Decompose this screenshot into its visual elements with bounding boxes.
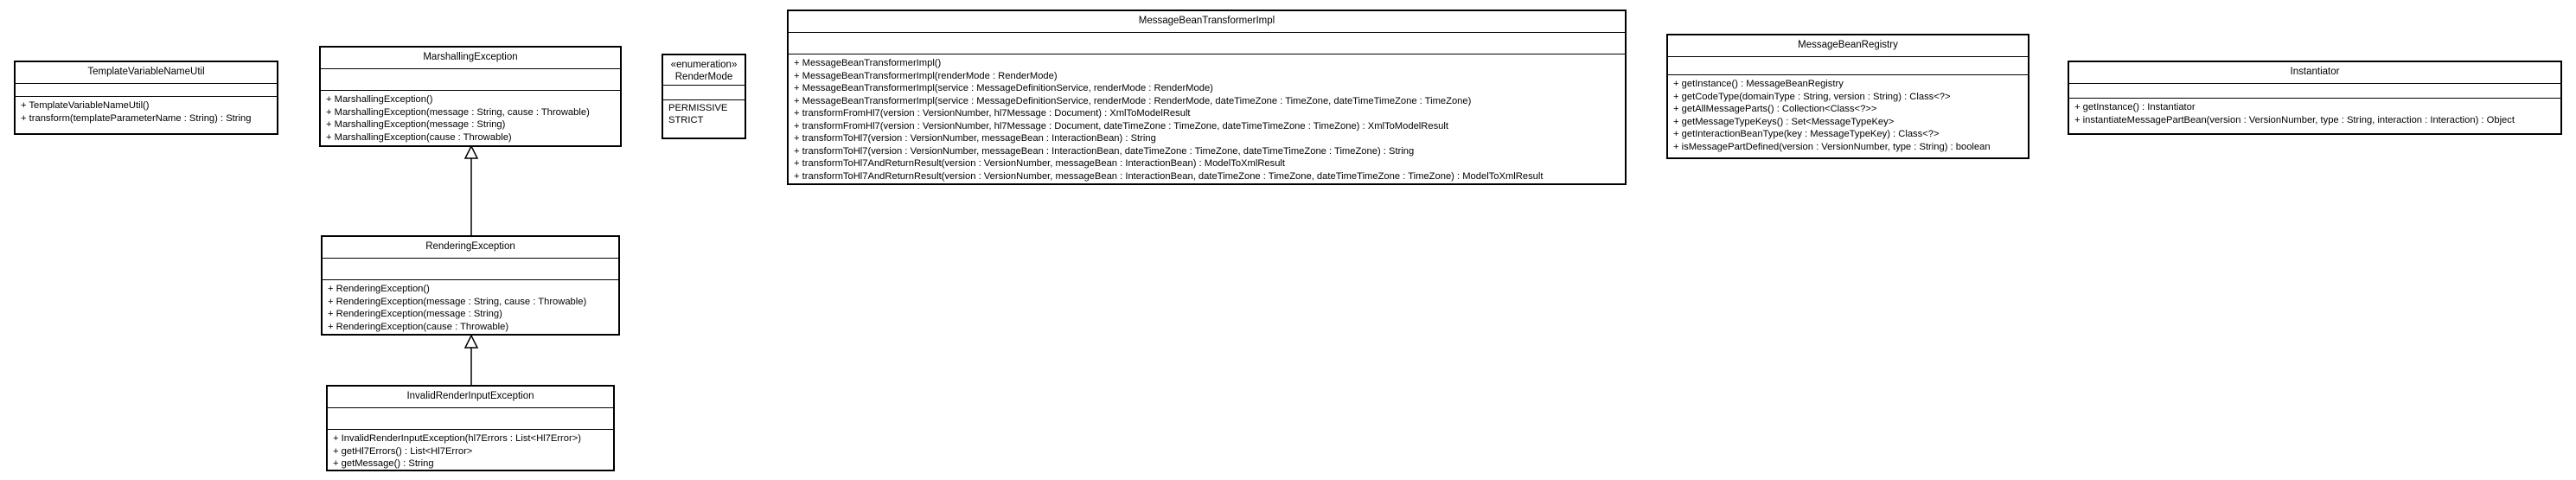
operations-compartment: [1668, 75, 2028, 153]
operation: + getMessage() : String: [333, 458, 434, 469]
class-name: MessageBeanTransformerImpl: [789, 11, 1625, 33]
operation: + transformFromHl7(version : VersionNumber, hl7Message : Document) : XmlToModelResult: [794, 108, 1191, 118]
enum-constant: PERMISSIVE: [668, 103, 728, 113]
operation: + MessageBeanTransformerImpl(service : MessageDefinitionService, renderMode : RenderMode): [794, 83, 1213, 93]
operation: + RenderingException(cause : Throwable): [328, 321, 509, 332]
operation: + instantiateMessagePartBean(version : VersionNumber, type : String, interaction : Interaction) : Object: [2074, 114, 2515, 125]
attributes-compartment: [2069, 84, 2560, 99]
class-marshalling-exception: [319, 46, 622, 147]
operations-compartment: [328, 430, 613, 470]
operation: + RenderingException(message : String, cause : Throwable): [328, 296, 587, 307]
operations-compartment: [16, 97, 277, 125]
operation: + MessageBeanTransformerImpl(service : MessageDefinitionService, renderMode : RenderMode, dateTimeZone : TimeZone, dateTimeTimeZone : TimeZone): [794, 95, 1472, 106]
operation: + MarshallingException(message : String): [326, 119, 506, 130]
attributes-compartment: [663, 86, 745, 100]
attributes-compartment: [321, 69, 620, 91]
class-name: InvalidRenderInputException: [328, 387, 613, 408]
operation: + MessageBeanTransformerImpl(renderMode : RenderMode): [794, 70, 1058, 81]
operation: + transformToHl7AndReturnResult(version : VersionNumber, messageBean : InteractionBean) : ModelToXmlResult: [794, 158, 1286, 169]
operation: + transformFromHl7(version : VersionNumber, hl7Message : Document, dateTimeZone : TimeZone, dateTimeTimeZone : TimeZone) : XmlToModelResult: [794, 120, 1448, 131]
class-instantiator: [2068, 61, 2562, 135]
enum-render-mode: [662, 54, 746, 139]
enum-name: RenderMode: [674, 72, 733, 82]
operations-compartment: [2069, 99, 2560, 126]
attributes-compartment: [328, 408, 613, 430]
class-name: [663, 55, 745, 86]
attributes-compartment: [16, 84, 277, 97]
attributes-compartment: [789, 33, 1625, 54]
operation: + TemplateVariableNameUtil(): [21, 100, 150, 111]
class-name: TemplateVariableNameUtil: [16, 62, 277, 84]
operation: + getMessageTypeKeys() : Set<MessageTypeKey>: [1673, 116, 1895, 127]
operation: + MarshallingException(): [326, 94, 433, 105]
class-rendering-exception: [321, 235, 620, 336]
operation: + transformToHl7AndReturnResult(version : VersionNumber, messageBean : InteractionBean, dateTimeZone : TimeZone, dateTimeTimeZone : TimeZone) : ModelToXmlResult: [794, 170, 1544, 182]
operation: + getAllMessageParts() : Collection<Class<?>>: [1673, 104, 1877, 114]
class-name: MarshallingException: [321, 48, 620, 69]
operations-compartment: [321, 91, 620, 144]
operations-compartment: [323, 280, 618, 333]
operation: + MarshallingException(message : String, cause : Throwable): [326, 106, 590, 118]
operation: + getCodeType(domainType : String, version : String) : Class<?>: [1673, 91, 1951, 102]
class-invalid-render-input-exception: [326, 385, 615, 471]
operation: + transformToHl7(version : VersionNumber, messageBean : InteractionBean, dateTimeZone : TimeZone, dateTimeTimeZone : TimeZone) : String: [794, 145, 1415, 157]
attributes-compartment: [1668, 57, 2028, 75]
class-name: Instantiator: [2069, 62, 2560, 84]
operation: + transform(templateParameterName : String) : String: [21, 112, 252, 124]
enum-constant: STRICT: [668, 115, 704, 125]
operations-compartment: [789, 54, 1625, 182]
enum-constants: [663, 100, 745, 129]
class-name: MessageBeanRegistry: [1668, 35, 2028, 57]
operation: + MessageBeanTransformerImpl(): [794, 58, 942, 68]
generalization-arrowhead: [465, 146, 477, 158]
operation: + transformToHl7(version : VersionNumber, messageBean : InteractionBean) : String: [794, 133, 1156, 144]
operation: + isMessagePartDefined(version : VersionNumber, type : String) : boolean: [1673, 141, 1991, 152]
attributes-compartment: [323, 259, 618, 280]
class-message-bean-registry: [1666, 34, 2029, 159]
class-message-bean-transformer-impl: [787, 10, 1627, 185]
operation: + getInstance() : Instantiator: [2074, 102, 2196, 112]
operation: + getInteractionBeanType(key : MessageTypeKey) : Class<?>: [1673, 129, 1940, 139]
operation: + MarshallingException(cause : Throwable): [326, 131, 512, 143]
generalization-arrowhead: [465, 336, 477, 348]
stereotype-label: «enumeration»: [670, 60, 738, 70]
class-name: RenderingException: [323, 237, 618, 259]
class-template-variable-name-util: [14, 61, 278, 135]
operation: + RenderingException(message : String): [328, 309, 502, 319]
operation: + InvalidRenderInputException(hl7Errors : List<Hl7Error>): [333, 433, 581, 444]
operation: + getInstance() : MessageBeanRegistry: [1673, 79, 1844, 89]
operation: + getHl7Errors() : List<Hl7Error>: [333, 445, 473, 457]
operation: + RenderingException(): [328, 284, 430, 294]
